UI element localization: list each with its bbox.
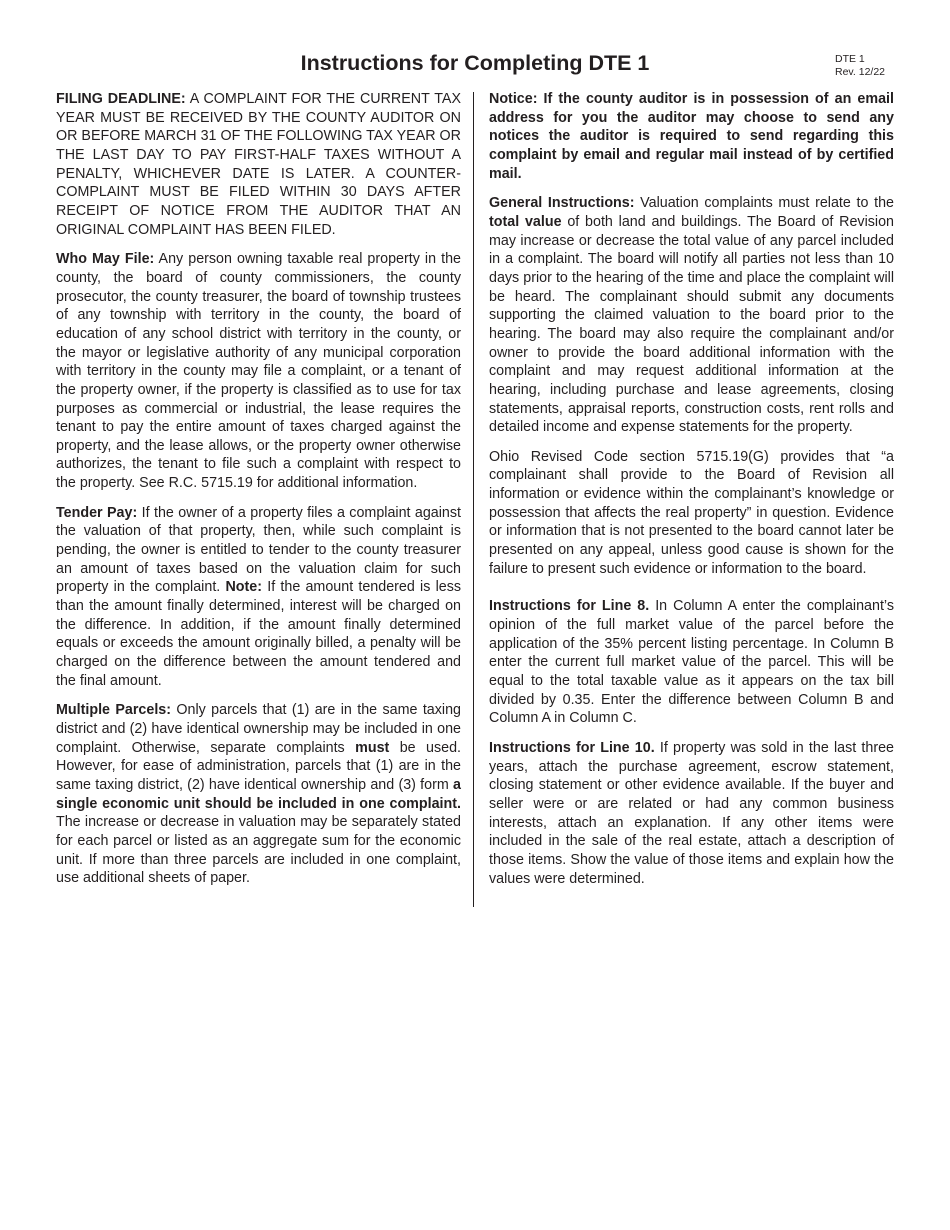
revision-date: Rev. 12/22 bbox=[835, 66, 886, 78]
line-10-text: If property was sold in the last three years, attach the purchase agreement, escrow statement, closing statement or other evidence available. If the buyer and seller were or are related or had any common business interests, attach an explanation. If any other items were included in the sale of the real estate, attach a description of those items. Show the value of those items and explain how the values were determined. bbox=[489, 740, 894, 887]
general-instructions-text-2: of both land and buildings. The Board of Revision may increase or decrease the total value of any parcel included in a complaint. The board will notify all parties not less than 10 days prior to the hearing of the time and place the complaint will be heard. The complainant should submit any documents supporting the claimed valuation to the board prior to the hearing. The board may also require the complainant and/or owner to provide the board additional information with the complaint and may request additional information at the hearing, including purchase and lease agreements, closing statements, appraisal reports, construction costs, rent rolls and detailed income and expense statements for the property. bbox=[489, 213, 894, 436]
tender-pay-section bbox=[56, 504, 461, 691]
line-10-section bbox=[489, 739, 894, 888]
form-id-block bbox=[835, 53, 885, 79]
line-8-heading: Instructions for Line 8. bbox=[489, 598, 650, 615]
notice-section bbox=[489, 90, 894, 183]
multiple-parcels-must: must bbox=[355, 739, 390, 756]
general-instructions-section bbox=[489, 194, 894, 437]
form-number: DTE 1 bbox=[835, 53, 865, 65]
filing-deadline-heading: FILING DEADLINE: bbox=[56, 91, 186, 107]
general-instructions-bold-phrase: total value bbox=[489, 213, 562, 230]
line-10-heading: Instructions for Line 10. bbox=[489, 740, 655, 756]
multiple-parcels-heading: Multiple Parcels: bbox=[56, 702, 172, 719]
multiple-parcels-text-3: The increase or decrease in valuation may be separately stated for each parcel or listed as an aggregate sum for the economic unit. If more than three parcels are included in one complaint, use additional sheets of paper. bbox=[56, 814, 461, 887]
tender-pay-heading: Tender Pay: bbox=[56, 504, 138, 521]
who-may-file-text: Any person owning taxable real property in the county, the board of county commissioners, the county prosecutor, the county treasurer, the board of township trustees of any township with territory in the county, the board of education of any school district with territory in the county, or the mayor or legislative authority of any municipal corporation with territory in the county may file a complaint, or a tenant of the property owner, if the property is classified as to use for tax purposes as commercial or industrial, the lease requires the tenant to pay the entire amount of taxes charged against the property, and the lease allows, or the property owner otherwise authorizes, the tenant to file such a complaint with respect to the property. See R.C. 5715.19 for additional information. bbox=[56, 251, 461, 492]
filing-deadline-section bbox=[56, 90, 461, 239]
line-8-text: In Column A enter the complainant’s opinion of the full market value of the parcel before the application of the 35% percent listing percentage. In Column B enter the current full market value of the parcel. This will be equal to the total taxable value as it appears on the tax bill divided by 0.35. Enter the difference between Column B and Column A in Column C. bbox=[489, 598, 894, 727]
general-instructions-text-1: Valuation complaints must relate to the bbox=[634, 195, 894, 212]
who-may-file-heading: Who May File: bbox=[56, 251, 155, 268]
page-title: Instructions for Completing DTE 1 bbox=[300, 51, 650, 75]
multiple-parcels-section bbox=[56, 701, 461, 888]
who-may-file-section bbox=[56, 250, 461, 493]
notice-text: Notice: If the county auditor is in possession of an email address for you the auditor may choose to send any notices the auditor is required to send regarding this complaint by email and regular mail instead of by certified mail. bbox=[489, 91, 894, 182]
tender-pay-text-2: If the amount tendered is less than the amount finally determined, interest will be charged on the difference. In addition, if the amount finally determined equals or exceeds the amount originally billed, a penalty will be charged on the difference between the amount tendered and the final amount. bbox=[56, 579, 462, 689]
left-column bbox=[56, 90, 461, 899]
general-instructions-heading: General Instructions: bbox=[489, 195, 635, 212]
right-column bbox=[489, 90, 894, 899]
orc-section: Ohio Revised Code section 5715.19(G) provides that “a complainant shall provide to the Board of Revision all information or evidence within the complainant’s knowledge or possession that affects the real property” in question. Evidence or information that is not presented to the board cannot later be presented on any appeal, unless good cause is shown for the failure to present such evidence or information to the board. bbox=[489, 448, 894, 577]
filing-deadline-text: A COMPLAINT FOR THE CURRENT TAX YEAR MUST BE RECEIVED BY THE COUNTY AUDITOR ON OR BEFORE MARCH 31 OF THE FOLLOWING TAX YEAR OR THE LAST DAY TO PAY FIRST-HALF TAXES WITHOUT A PENALTY, WHICHEVER DATE IS LATER. A COUNTER-COMPLAINT MUST BE FILED WITHIN 30 DAYS AFTER RECEIPT OF NOTICE FROM THE AUDITOR THAT AN ORIGINAL COMPLAINT HAS BEEN FILED. bbox=[56, 91, 461, 238]
line-8-section bbox=[489, 597, 894, 728]
tender-pay-text-1: If the owner of a property files a complaint against the valuation of that property, then, while such complaint is pending, the owner is entitled to tender to the county treasurer an amount of taxes based on the valuation claim for such property in the complaint. bbox=[56, 504, 462, 596]
column-divider bbox=[473, 92, 474, 907]
multiple-parcels-text-2: be used. However, for ease of administration, parcels that (1) are in the same taxing district, (2) have identical ownership and (3) form bbox=[56, 739, 461, 793]
multiple-parcels-text-1: Only parcels that (1) are in the same taxing district and (2) have identical ownership may be included in one complaint. Otherwise, separate complaints bbox=[56, 702, 461, 756]
multiple-parcels-bold-phrase: a single economic unit should be included in one complaint. bbox=[56, 776, 461, 812]
tender-pay-note-label: Note: bbox=[225, 579, 263, 596]
